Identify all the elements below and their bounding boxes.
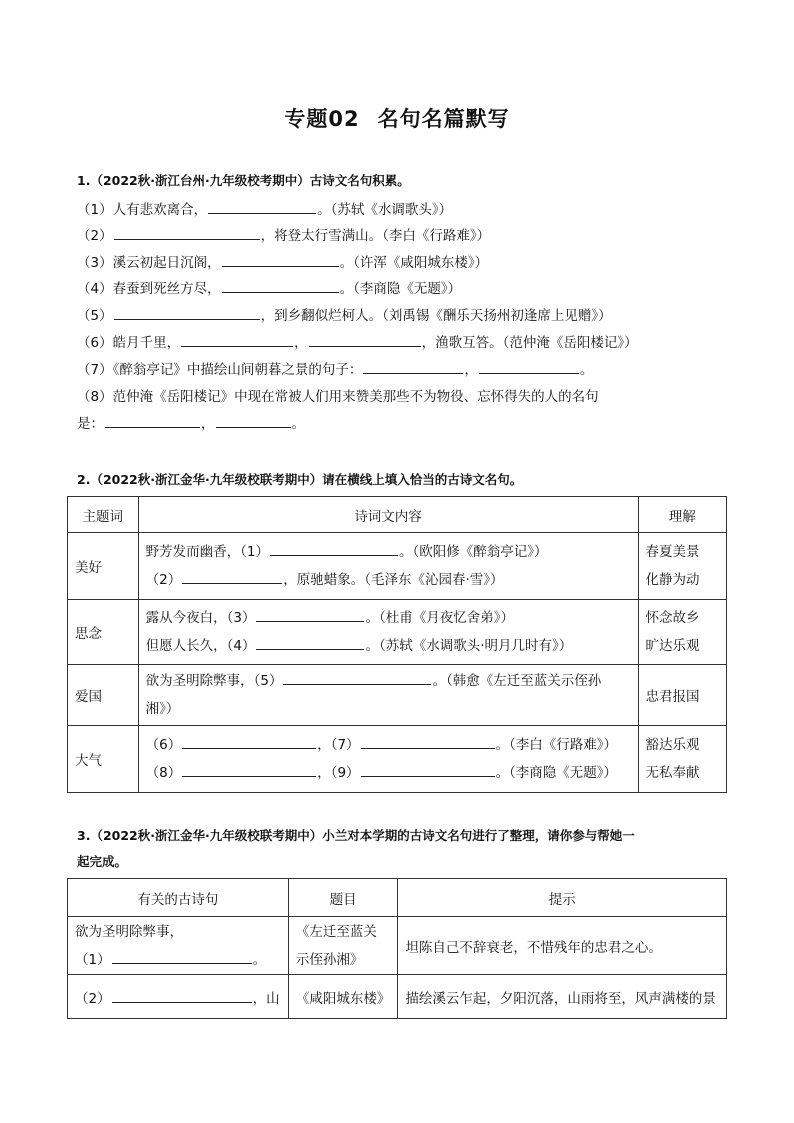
question-2-header: 2.（2022秋·浙江金华·九年级校联考期中）请在横线上填入恰当的古诗文名句。 [77, 472, 523, 487]
answer-blank[interactable] [114, 225, 260, 240]
q1-line-1: （1）人有悲欢离合， 。（苏轼《水调歌头》） [77, 198, 452, 218]
question-1-header: 1.（2022秋·浙江台州·九年级校考期中）古诗文名句积累。 [77, 173, 410, 188]
answer-blank[interactable] [283, 671, 431, 685]
page-title: 专题02 名句名篇默写 [284, 107, 510, 131]
answer-blank[interactable] [222, 252, 339, 267]
answer-blank[interactable] [181, 332, 293, 347]
content-cell: 露从今夜白，（3） 。（杜甫《月夜忆舍弟》） 但愿人长久，（4） 。（苏轼《水调歌头·明月几时有》） [138, 600, 638, 665]
hint-cell: 描绘溪云乍起，夕阳沉落，山雨将至，风声满楼的景 [398, 975, 727, 1019]
answer-blank[interactable] [309, 332, 421, 347]
understanding-cell: 豁达乐观 无私奉献 [638, 726, 727, 793]
verse-cell: （2） ，山 [68, 975, 289, 1019]
answer-blank[interactable] [222, 278, 339, 293]
header-understanding: 理解 [638, 497, 727, 533]
header-verse: 有关的古诗句 [68, 879, 289, 917]
table-row [68, 975, 727, 1019]
theme-cell: 大气 [68, 726, 139, 793]
answer-blank[interactable] [208, 199, 316, 214]
answer-blank[interactable] [112, 950, 252, 964]
q1-line-4: （4）春蚕到死丝方尽， 。（李商隐《无题》） [77, 277, 461, 297]
table-row [68, 533, 727, 600]
answer-blank[interactable] [114, 305, 260, 320]
content-cell: 野芳发而幽香，（1） 。（欧阳修《醉翁亭记》） （2） ，原驰蜡象。（毛泽东《沁园春·雪》） [138, 533, 638, 600]
answer-blank[interactable] [361, 763, 495, 777]
answer-blank[interactable] [256, 608, 364, 622]
answer-blank[interactable] [363, 359, 463, 374]
q1-line-9: 是： ， 。 [77, 412, 305, 432]
content-cell: 欲为圣明除弊事，（5） 。（韩愈《左迁至蓝关示侄孙 湘》） [138, 665, 638, 726]
header-title: 题目 [288, 879, 398, 917]
header-content: 诗词文内容 [138, 497, 638, 533]
q2-table [67, 496, 727, 793]
verse-cell: 欲为圣明除弊事， （1） 。 [68, 917, 289, 975]
q1-line-3: （3）溪云初起日沉阁， 。（许浑《咸阳城东楼》） [77, 251, 488, 271]
table-row [68, 665, 727, 726]
title-cell: 《咸阳城东楼》 [288, 975, 398, 1019]
table-row [68, 726, 727, 793]
table-row [68, 917, 727, 975]
q3-table [67, 878, 727, 1019]
q1-line-8: （8）范仲淹《岳阳楼记》中现在常被人们用来赞美那些不为物役、忘怀得失的人的名句 [77, 389, 599, 405]
answer-blank[interactable] [270, 542, 398, 556]
answer-blank[interactable] [216, 413, 291, 428]
table-row [68, 600, 727, 665]
understanding-cell: 怀念故乡 旷达乐观 [638, 600, 727, 665]
q1-line-6: （6）皓月千里， ， ，渔歌互答。（范仲淹《岳阳楼记》） [77, 331, 638, 351]
title-cell: 《左迁至蓝关 示侄孙湘》 [288, 917, 398, 975]
question-3-header: 3.（2022秋·浙江金华·九年级校联考期中）小兰对本学期的古诗文名句进行了整理，请你参与帮她一 [77, 828, 635, 843]
understanding-cell: 忠君报国 [638, 665, 727, 726]
question-3-header-cont: 起完成。 [77, 854, 128, 869]
understanding-cell: 春夏美景 化静为动 [638, 533, 727, 600]
hint-cell: 坦陈自己不辞衰老，不惜残年的忠君之心。 [398, 917, 727, 975]
theme-cell: 爱国 [68, 665, 139, 726]
content-cell: （6） ，（7） 。（李白《行路难》） （8） ，（9） 。（李商隐《无题》） [138, 726, 638, 793]
table-header-row [68, 879, 727, 917]
header-hint: 提示 [398, 879, 727, 917]
header-theme: 主题词 [68, 497, 139, 533]
theme-cell: 思念 [68, 600, 139, 665]
answer-blank[interactable] [479, 359, 579, 374]
answer-blank[interactable] [361, 735, 495, 749]
answer-blank[interactable] [182, 763, 316, 777]
q1-line-7: （7）《醉翁亭记》中描绘山间朝暮之景的句子： ， 。 [77, 358, 593, 378]
answer-blank[interactable] [182, 735, 316, 749]
q1-line-2: （2） ，将登太行雪满山。（李白《行路难》） [77, 224, 490, 244]
theme-cell: 美好 [68, 533, 139, 600]
answer-blank[interactable] [182, 570, 282, 584]
answer-blank[interactable] [256, 636, 364, 650]
q1-line-5: （5） ，到乡翻似烂柯人。（刘禹锡《酬乐天扬州初逢席上见赠》） [77, 304, 612, 324]
answer-blank[interactable] [105, 413, 200, 428]
table-header-row [68, 497, 727, 533]
answer-blank[interactable] [112, 989, 252, 1003]
